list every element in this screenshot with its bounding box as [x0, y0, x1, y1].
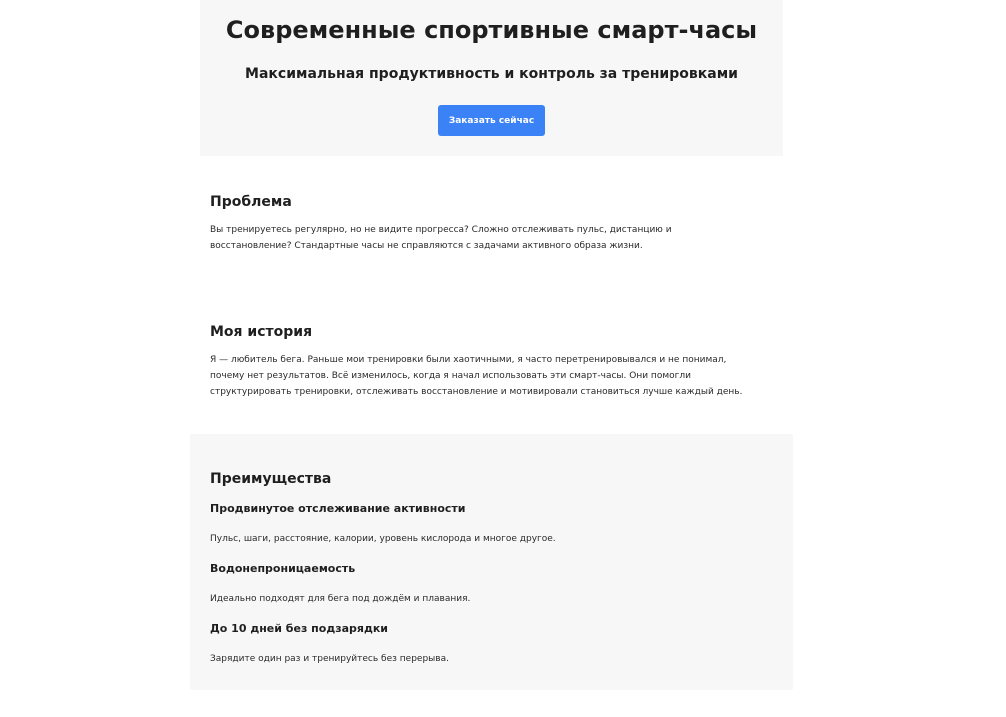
story-section	[190, 322, 793, 400]
benefits-heading: Преимущества	[210, 471, 332, 487]
benefit-item	[210, 561, 753, 607]
problem-heading: Проблема	[210, 194, 292, 210]
benefit-text: Зарядите один раз и тренируйтесь без перерыва.	[210, 654, 449, 664]
benefit-title: До 10 дней без подзарядки	[210, 622, 389, 635]
benefit-item	[210, 621, 753, 667]
problem-text: Вы тренируетесь регулярно, но не видите прогресса? Сложно отслеживать пульс, дистанцию и восстановление? Стандартные часы не справляются с задачами активного образа жизни.	[210, 225, 672, 251]
benefit-text: Пульс, шаги, расстояние, калории, уровень кислорода и многое другое.	[210, 534, 556, 544]
benefit-title: Продвинутое отслеживание активности	[210, 502, 466, 515]
benefits-section	[190, 434, 793, 690]
benefit-text: Идеально подходят для бега под дождём и плавания.	[210, 594, 471, 604]
story-text: Я — любитель бега. Раньше мои тренировки были хаотичными, я часто перетренировывался и не понимал, почему нет результатов. Всё изменилось, когда я начал использовать эти смарт-часы. Они помогли структурировать тренировки, отслеживать восстановление и мотивировали становиться лучше каждый день.	[210, 355, 743, 397]
problem-section	[190, 192, 793, 254]
hero-section	[200, 0, 783, 156]
order-now-button[interactable]: Заказать сейчас	[438, 105, 545, 136]
story-heading: Моя история	[210, 324, 313, 340]
benefit-item	[210, 501, 753, 547]
hero-subtitle: Максимальная продуктивность и контроль за тренировками	[245, 66, 738, 82]
benefit-title: Водонепроницаемость	[210, 562, 356, 575]
hero-title: Современные спортивные смарт-часы	[225, 16, 758, 44]
